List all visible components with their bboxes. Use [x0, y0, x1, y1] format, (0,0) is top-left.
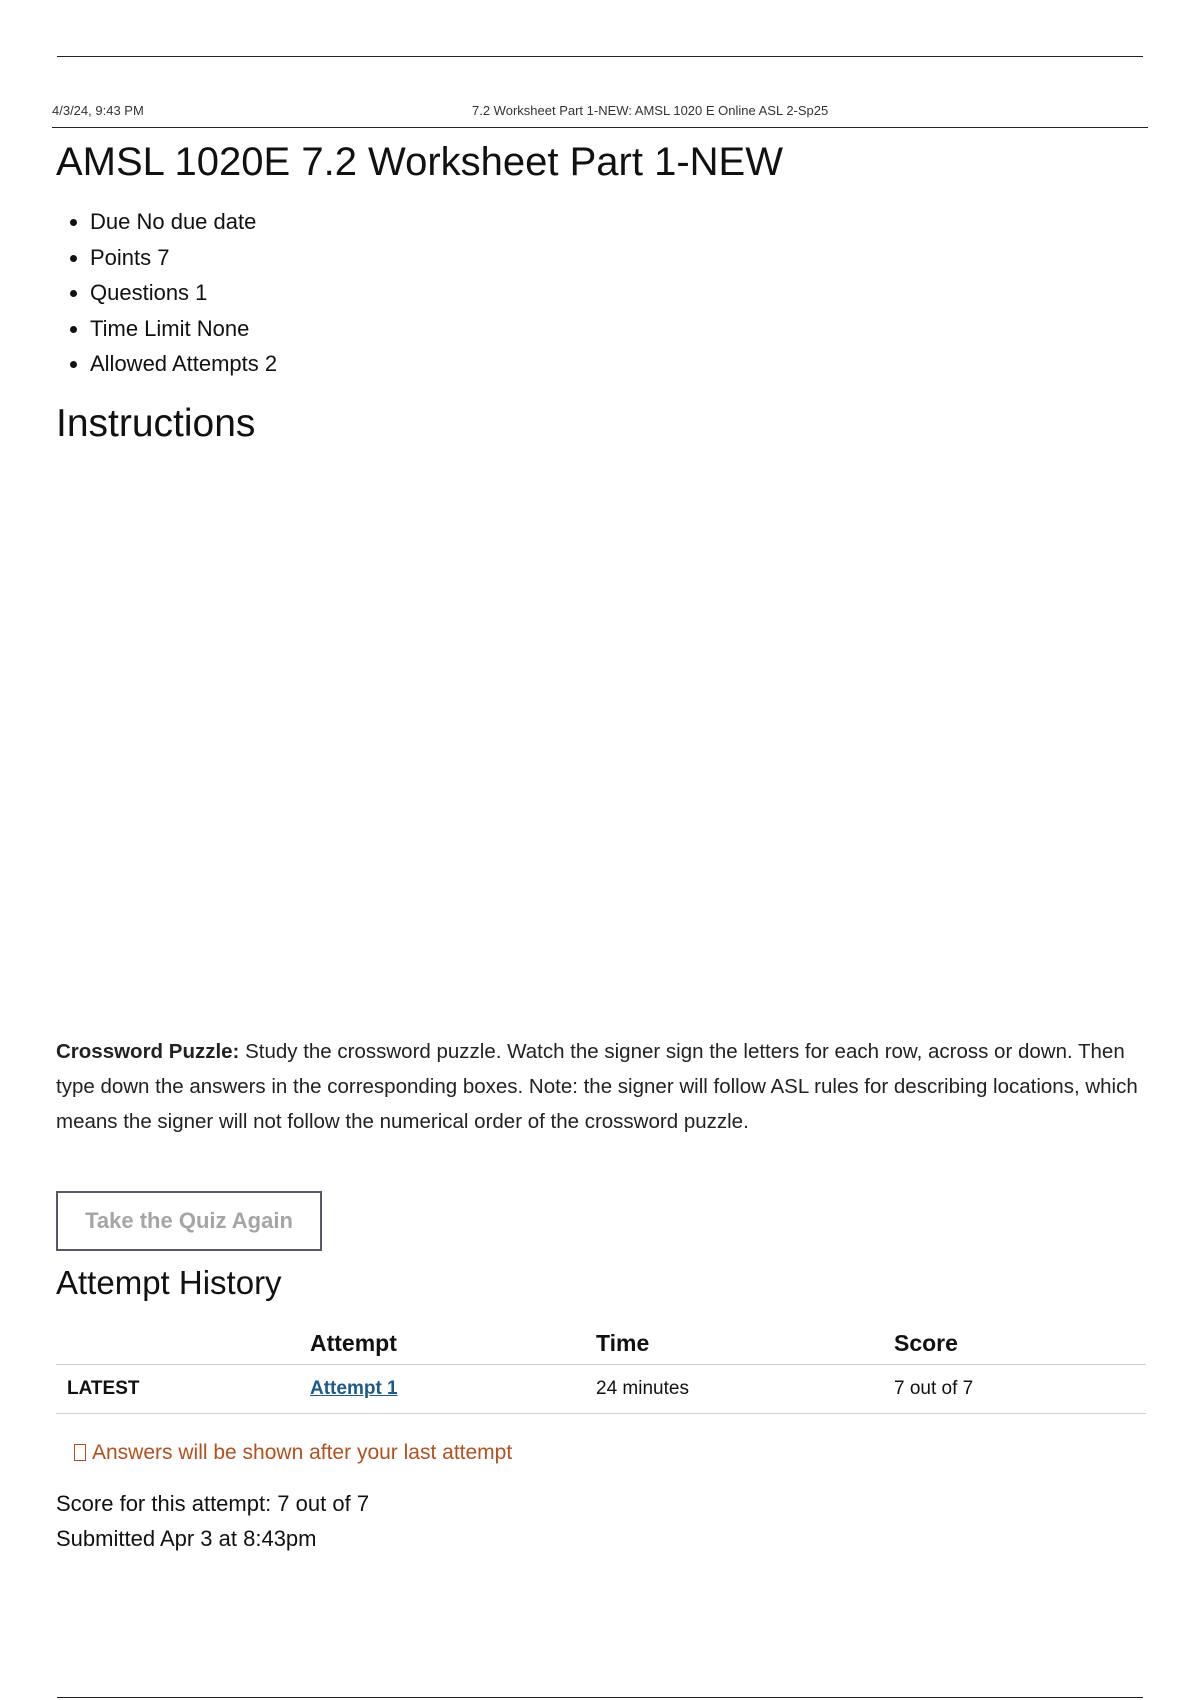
attempt-history-heading: Attempt History: [56, 1264, 282, 1301]
column-header-score: Score: [894, 1322, 1146, 1365]
quiz-details: [0, 207, 277, 385]
answers-notice: [74, 1441, 512, 1465]
attempt-label-cell: LATEST: [56, 1365, 310, 1414]
page-title: AMSL 1020E 7.2 Worksheet Part 1-NEW: [56, 140, 783, 184]
answers-notice-text: Answers will be shown after your last attempt: [92, 1441, 513, 1464]
time-cell: 24 minutes: [596, 1365, 894, 1414]
attempt-score: Score for this attempt: 7 out of 7: [56, 1491, 370, 1516]
attempt-cell: [310, 1365, 596, 1414]
instructions-body: Study the crossword puzzle. Watch the signer sign the letters for each row, across or down. Then type down the answers in the corresponding boxes. Note: the signer will follow ASL rules for describing locations, which means the signer will not follow the numerical order of the crossword puzzle.: [56, 1040, 1138, 1133]
attempt-1-link[interactable]: Attempt 1: [310, 1378, 398, 1399]
top-rule: [57, 56, 1143, 57]
print-header: [52, 101, 1148, 128]
bottom-rule: [57, 1697, 1143, 1698]
instructions-text: [56, 1034, 1146, 1139]
table-header-row: [56, 1322, 1146, 1365]
instructions-lead: Crossword Puzzle:: [56, 1040, 240, 1063]
column-header-time: Time: [596, 1322, 894, 1365]
column-header-label: [56, 1322, 310, 1365]
instructions-heading: Instructions: [56, 402, 256, 445]
take-quiz-again-button[interactable]: Take the Quiz Again: [56, 1191, 322, 1251]
print-page-title: 7.2 Worksheet Part 1-NEW: AMSL 1020 E Online ASL 2-Sp25: [472, 103, 829, 118]
print-date: 4/3/24, 9:43 PM: [52, 103, 144, 118]
detail-questions: • Questions 1: [90, 278, 277, 314]
detail-time-limit: • Time Limit None: [90, 314, 277, 350]
score-cell: 7 out of 7: [894, 1365, 1146, 1414]
detail-points: • Points 7: [90, 243, 277, 279]
detail-allowed-attempts: • Allowed Attempts 2: [90, 349, 277, 385]
column-header-attempt: Attempt: [310, 1322, 596, 1365]
detail-due: • Due No due date: [90, 207, 277, 243]
submitted-timestamp: Submitted Apr 3 at 8:43pm: [56, 1526, 317, 1551]
attempt-history-table: [56, 1322, 1146, 1414]
table-row: [56, 1365, 1146, 1414]
info-icon: [74, 1444, 86, 1461]
